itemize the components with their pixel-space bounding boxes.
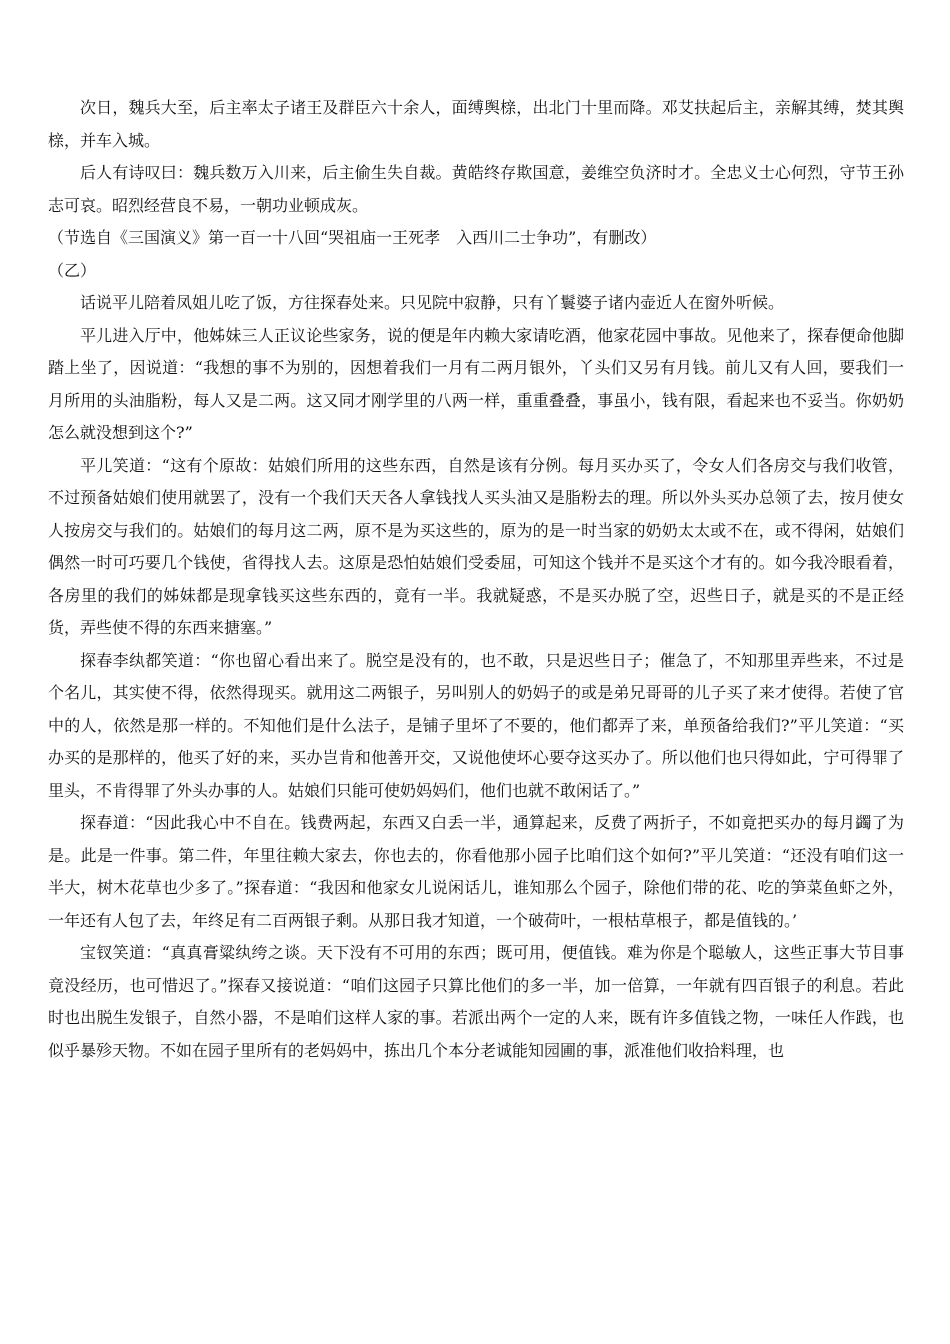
source-note: （节选自《三国演义》第一百一十八回“哭祖庙一王死孝 入西川二士争功”，有删改） — [48, 228, 657, 247]
paragraph-surrender: 次日，魏兵大至，后主率太子诸王及群臣六十余人，面缚舆榇，出北门十里而降。邓艾扶起后主，亲解其缚，焚其舆榇，并车入城。 — [48, 98, 904, 150]
paragraph-poem: 后人有诗叹曰：魏兵数万入川来，后主偷生失自裁。黄皓终存欺国意，姜维空负济时才。全忠义士心何烈，守节王孙志可哀。昭烈经营良不易，一朝功业顿成灰。 — [48, 163, 904, 215]
paragraph-baochai: 宝钗笑道：“真真膏粱纨绔之谈。天下没有不可用的东西；既可用，便值钱。难为你是个聪敏人，这些正事大节目事竟没经历，也可惜迟了。”探春又接说道：“咱们这园子只算比他们的多一半，加一倍算，一年就有四百银子的利息。若此时也出脱生发银子，自然小器，不是咱们这样人家的事。若派出两个一定的人来，既有许多值钱之物，一味任人作践，也似乎暴殄天物。不如在园子里所有的老妈妈中，拣出几个本分老诚能知园圃的事，派准他们收拾料理，也 — [48, 943, 904, 1060]
document-body — [48, 92, 904, 1067]
section-label-yi: （乙） — [48, 260, 97, 280]
paragraph-pinger-explains: 平儿笑道：“这有个原故：姑娘们所用的这些东西，自然是该有分例。每月买办买了，令女人们各房交与我们收管，不过预备姑娘们使用就罢了，没有一个我们天天各人拿钱找人买头油又是脂粉去的理。所以外头买办总领了去，按月使女人按房交与我们的。姑娘们的每月这二两，原不是为买这些的，原为的是一时当家的奶奶太太或不在，或不得闲，姑娘们偶然一时可巧要几个钱使，省得找人去。这原是恐怕姑娘们受委屈，可知这个钱并不是买这个才有的。如今我冷眼看着，各房里的我们的姊妹都是现拿钱买这些东西的，竟有一半。我就疑惑，不是买办脱了空，迟些日子，就是买的不是正经货，弄些使不得的东西来搪塞。” — [48, 455, 904, 637]
paragraph-tanchun-liwan: 探春李纨都笑道：“你也留心看出来了。脱空是没有的，也不敢，只是迟些日子；催急了，不知那里弄些来，不过是个名儿，其实使不得，依然得现买。就用这二两银子，另叫别人的奶妈子的或是弟兄哥哥的儿子买了来才使得。若使了官中的人，依然是那一样的。不知他们是什么法子，是铺子里坏了不要的，他们都弄了来，单预备给我们?”平儿笑道：“买办买的是那样的，他买了好的来，买办岂肯和他善开交，又说他使坏心要夺这买办了。所以他们也只得如此，宁可得罪了里头，不肯得罪了外头办事的人。姑娘们只能可使奶妈妈们，他们也就不敢闲话了。” — [48, 650, 904, 800]
paragraph-pinger-arrives: 话说平儿陪着凤姐儿吃了饭，方往探春处来。只见院中寂静，只有丫鬟婆子诸内壶近人在窗外听候。 — [80, 293, 785, 312]
paragraph-garden-income: 探春道：“因此我心中不自在。钱费两起，东西又白丢一半，通算起来，反费了两折子，不如竟把买办的每月蠲了为是。此是一件事。第二件，年里往赖大家去，你也去的，你看他那小园子比咱们这个如何?”平儿笑道：“还没有咱们这一半大，树木花草也少多了。”探春道：“我因和他家女儿说闲话儿，谁知那么个园子，除他们带的花、吃的笋菜鱼虾之外，一年还有人包了去，年终足有二百两银子剩。从那日我才知道，一个破荷叶，一根枯草根子，都是值钱的。’ — [48, 813, 904, 930]
paragraph-tanchun-speaks: 平儿进入厅中，他姊妹三人正议论些家务，说的便是年内赖大家请吃酒，他家花园中事故。见他来了，探春便命他脚踏上坐了，因说道：“我想的事不为别的，因想着我们一月有二两月银外，丫头们又另有月钱。前儿又有人回，要我们一月所用的头油脂粉，每人又是二两。这又同才刚学里的八两一样，重重叠叠，事虽小，钱有限，看起来也不妥当。你奶奶怎么就没想到这个?” — [48, 325, 904, 442]
